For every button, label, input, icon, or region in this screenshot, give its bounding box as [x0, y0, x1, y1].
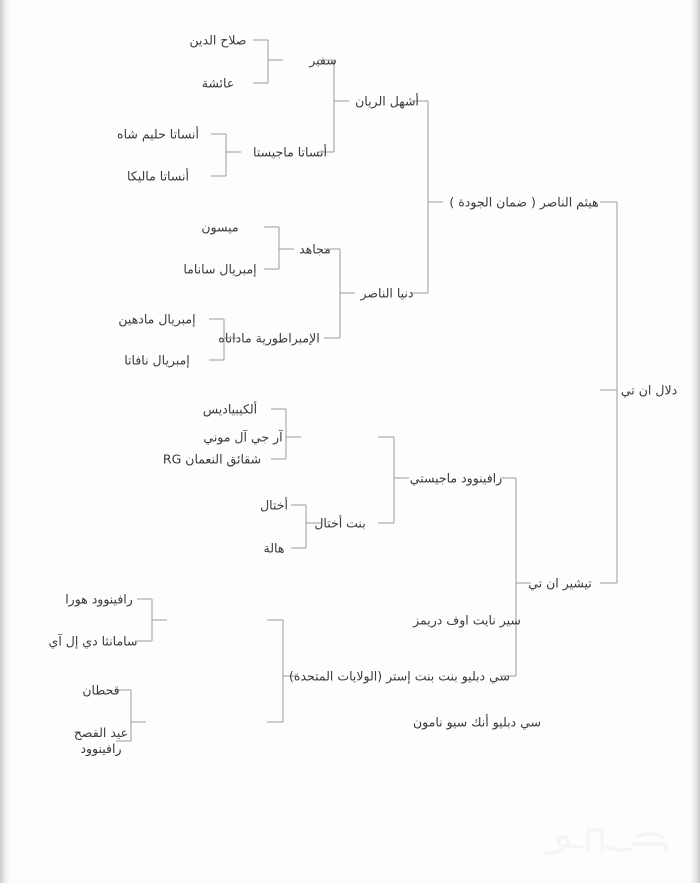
- pedigree-node-dsd-dam[interactable]: هالة: [263, 540, 285, 556]
- pedigree-node-sd-sire[interactable]: مجاهد: [299, 241, 331, 257]
- pedigree-node-sd-dam[interactable]: الإمبراطورية ماداناه: [218, 330, 320, 346]
- pedigree-node-dam-sire[interactable]: رافينوود ماجيستي: [409, 470, 503, 486]
- pedigree-node-ds-sire[interactable]: آر جي آل موني: [203, 429, 283, 445]
- pedigree-node-sds-dam[interactable]: إمبريال ساناما: [183, 261, 257, 277]
- pedigree-node-ddd-sire[interactable]: قحطان: [82, 682, 120, 698]
- pedigree-node-sss-dam[interactable]: عائشة: [201, 75, 235, 91]
- pedigree-node-sire[interactable]: هيثم الناصر ( ضمان الجودة ): [449, 194, 599, 210]
- pedigree-node-sire-sire[interactable]: أشهل الريان: [355, 93, 419, 109]
- pedigree-node-ssd-sire[interactable]: أنساتا حليم شاه: [117, 126, 199, 142]
- pedigree-node-dam-dam[interactable]: سي دبليو بنت بنت إستر (الولايات المتحدة): [289, 668, 510, 684]
- pedigree-node-root[interactable]: دلال ان تي: [620, 382, 678, 398]
- pedigree-node-ss-sire[interactable]: سفير: [309, 52, 337, 68]
- pedigree-node-sds-sire[interactable]: ميسون: [201, 219, 239, 235]
- pedigree-node-sss-sire[interactable]: صلاح الدين: [189, 32, 247, 48]
- pedigree-node-dsd-sire[interactable]: أختال: [260, 497, 288, 513]
- pedigree-node-ddd-dam[interactable]: عيد الفصح رافينوود: [73, 725, 129, 756]
- pedigree-node-dds-dam[interactable]: سامانثا دي إل آي: [48, 633, 138, 649]
- pedigree-node-sire-dam[interactable]: دنيا الناصر: [360, 285, 414, 301]
- pedigree-node-dd-dam[interactable]: سي دبليو أنك سيو نامون: [412, 714, 541, 730]
- pedigree-node-dss-sire[interactable]: ألكيبياديس: [202, 401, 258, 417]
- pedigree-node-dam[interactable]: تيشير ان تي: [528, 575, 592, 591]
- pedigree-node-dds-sire[interactable]: رافينوود هورا: [65, 591, 133, 607]
- pedigree-node-ssd-dam[interactable]: أنساتا ماليكا: [127, 168, 189, 184]
- pedigree-node-ss-dam[interactable]: أنساتا ماجيستا: [253, 144, 327, 160]
- pedigree-node-ds-dam[interactable]: بنت أختال: [314, 515, 366, 531]
- pedigree-node-sdd-dam[interactable]: إمبريال نافاتا: [124, 352, 190, 368]
- pedigree-node-dss-dam[interactable]: شقائق النعمان RG: [162, 451, 262, 467]
- pedigree-node-sdd-sire[interactable]: إمبريال مادهين: [118, 311, 196, 327]
- pedigree-node-dd-sire[interactable]: سير نايت اوف دريمز: [413, 612, 521, 628]
